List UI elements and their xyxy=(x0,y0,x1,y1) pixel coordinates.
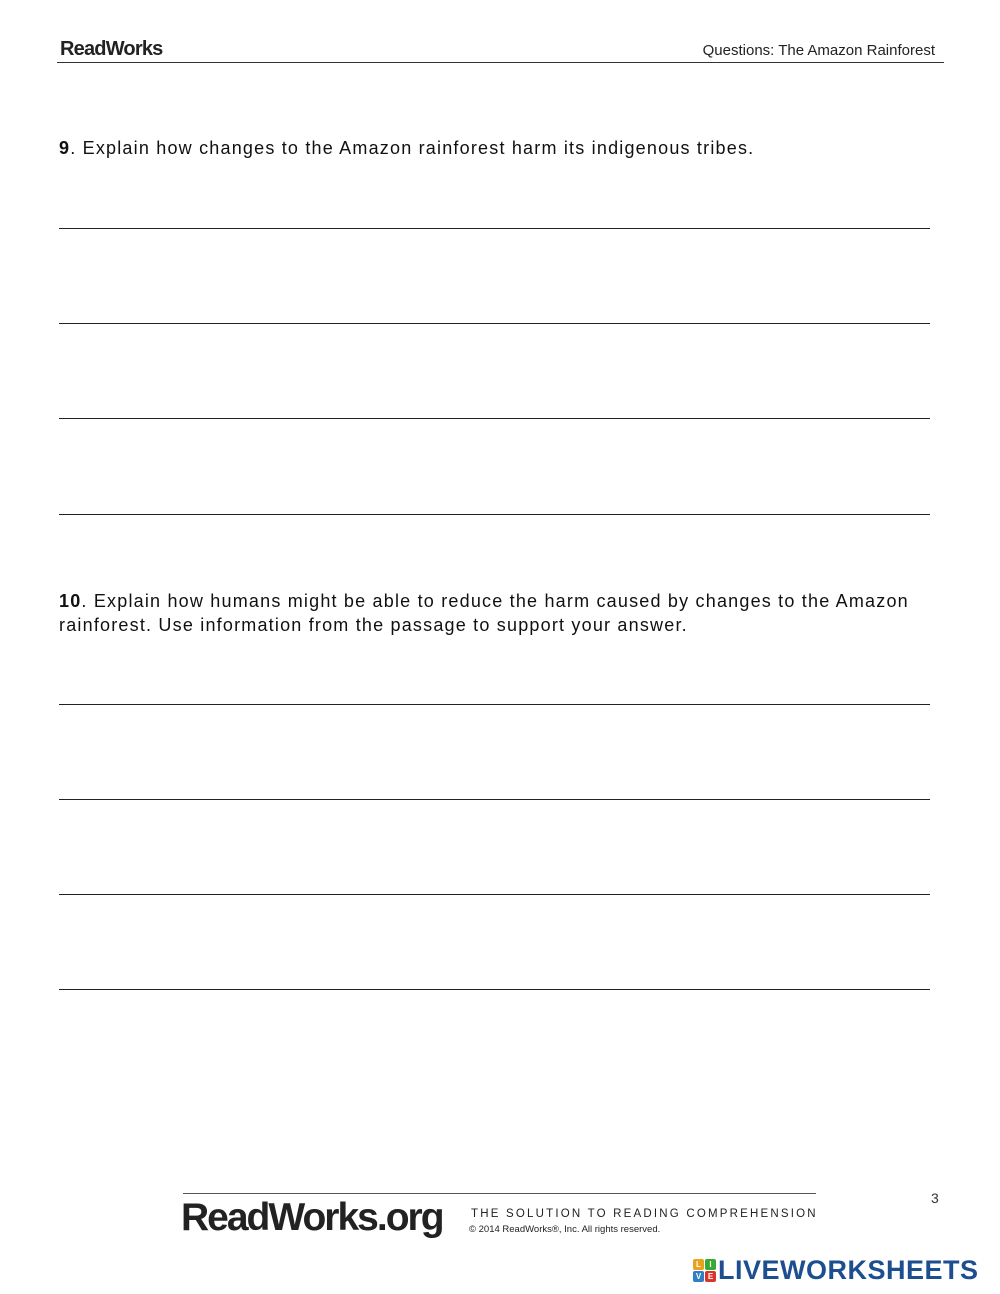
answer-line-q9-1[interactable] xyxy=(59,228,930,229)
question-10 xyxy=(59,589,939,637)
answer-line-q10-3[interactable] xyxy=(59,894,930,895)
answer-line-q9-4[interactable] xyxy=(59,514,930,515)
footer-copyright: © 2014 ReadWorks®, Inc. All rights reserved. xyxy=(469,1224,661,1235)
logo-letter-l: L xyxy=(693,1259,704,1270)
logo-letter-v: V xyxy=(693,1271,704,1282)
question-number: 10 xyxy=(59,591,82,611)
document-title: Questions: The Amazon Rainforest xyxy=(702,42,935,59)
answer-line-q9-3[interactable] xyxy=(59,418,930,419)
answer-line-q10-1[interactable] xyxy=(59,704,930,705)
page-number: 3 xyxy=(931,1190,939,1206)
footer-tagline: THE SOLUTION TO READING COMPREHENSION xyxy=(471,1208,818,1220)
footer-logo: ReadWorks.org xyxy=(181,1196,443,1239)
liveworksheets-badge[interactable] xyxy=(693,1256,979,1284)
header-divider xyxy=(57,62,944,63)
answer-line-q10-4[interactable] xyxy=(59,989,930,990)
footer-divider xyxy=(183,1193,816,1194)
liveworksheets-label: LIVEWORKSHEETS xyxy=(718,1254,979,1285)
question-9 xyxy=(59,136,939,160)
question-text: . Explain how humans might be able to reduce the harm caused by changes to the Amazon rainforest. Use information from the passage to support your answer. xyxy=(59,591,909,635)
logo-letter-e: E xyxy=(705,1271,716,1282)
question-number: 9 xyxy=(59,138,71,158)
logo-letter-i: I xyxy=(705,1259,716,1270)
answer-line-q10-2[interactable] xyxy=(59,799,930,800)
header-logo: ReadWorks xyxy=(60,38,163,60)
answer-line-q9-2[interactable] xyxy=(59,323,930,324)
question-text: . Explain how changes to the Amazon rainforest harm its indigenous tribes. xyxy=(70,138,755,158)
liveworksheets-logo-icon xyxy=(693,1259,716,1282)
